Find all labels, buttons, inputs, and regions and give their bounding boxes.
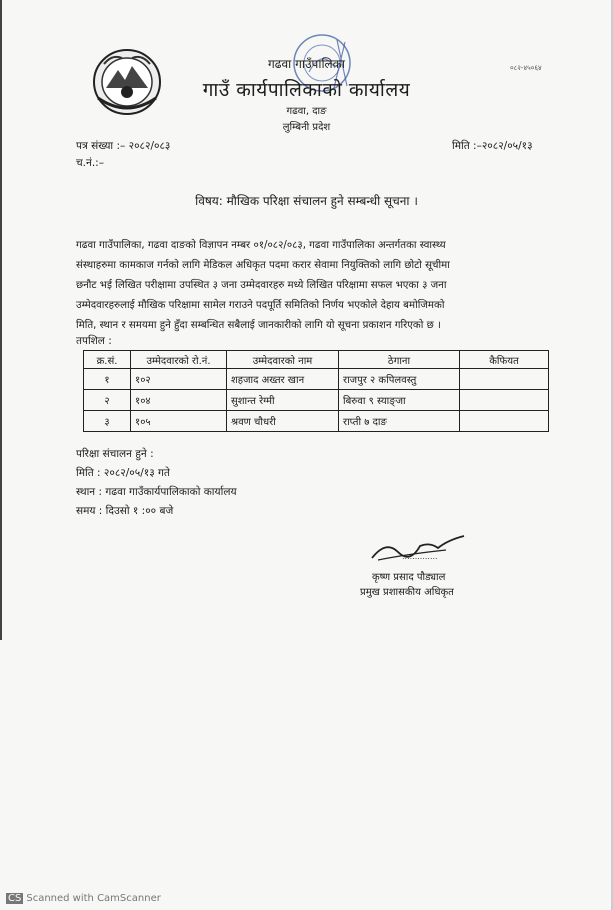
exam-date: मिति : २०८२/०५/१३ गते xyxy=(76,467,170,479)
camscanner-icon: CS xyxy=(8,893,22,904)
signatory-name: कृष्ण प्रसाद पौड्याल xyxy=(372,572,446,583)
serial-cell: २ xyxy=(84,390,131,411)
table-row xyxy=(84,369,549,390)
exam-heading: परिक्षा संचालन हुने : xyxy=(76,448,154,460)
signatory-title: प्रमुख प्रशासकीय अधिकृत xyxy=(360,587,454,598)
local-body-name: गढवा गाउँपालिका xyxy=(267,57,346,71)
body-line: उम्मेदवारहरुलाई मौखिक परिक्षामा सामेल गराउने पदपूर्ति समितिको निर्णय भएकोले देहाय बमोजिमको xyxy=(76,300,445,311)
handwritten-signature xyxy=(368,530,468,572)
serial-cell: ३ xyxy=(84,411,131,432)
body-line: मिति, स्थान र समयमा हुने हुँदा सम्बन्धित सबैलाई जानकारीको लागि यो सूचना प्रकाशन गरिएको छ । xyxy=(76,320,441,331)
address-cell: बिरुवा ९ स्याङ्जा xyxy=(339,390,460,411)
address-cell: राजपुर २ कपिलवस्तु xyxy=(339,369,460,390)
office-title: गाउँ कार्यपालिकाको कार्यालय xyxy=(202,79,411,101)
name-cell: शहजाद अख्तर खान xyxy=(227,369,339,390)
column-header-serial: क्र.सं. xyxy=(84,351,131,369)
body-line: गढवा गाउँपालिका, गढवा दाङको विज्ञापन नम्बर ०१/०८२/०८३, गढवा गाउँपालिका अन्तर्गतका स्वास्थ्य xyxy=(76,240,446,251)
exam-venue: स्थान : गढवा गाउँकार्यपालिकाको कार्यालय xyxy=(76,486,237,498)
name-cell: सुशान्त रेग्मी xyxy=(227,390,339,411)
remarks-cell xyxy=(460,411,549,432)
column-header-name: उम्मेदवारको नाम xyxy=(227,351,339,369)
remarks-cell xyxy=(460,369,549,390)
name-cell: श्रवण चौधरी xyxy=(227,411,339,432)
details-label: तपशिल : xyxy=(76,335,112,347)
roll-no-cell: १०४ xyxy=(131,390,227,411)
office-address: गढवा, दाङ xyxy=(286,106,327,117)
letter-date: मिति :–२०८२/०५/१३ xyxy=(452,140,533,152)
body-line: संस्थाहरुमा कामकाज गर्नको लागि मेडिकल अधिकृत पदमा करार सेवामा नियुक्तिको लागि छोटो सूचीमा xyxy=(76,260,450,271)
serial-cell: १ xyxy=(84,369,131,390)
table-row xyxy=(84,390,549,411)
province-name: लुम्बिनी प्रदेश xyxy=(282,122,331,133)
notice-subject: विषय: मौखिक परिक्षा संचालन हुने सम्बन्धी सूचना । xyxy=(195,194,418,208)
exam-time: समय : दिउसो १ :०० बजे xyxy=(76,505,174,517)
table-row xyxy=(84,411,549,432)
roll-no-cell: १०२ xyxy=(131,369,227,390)
roll-no-cell: १०५ xyxy=(131,411,227,432)
column-header-remarks: कैफियत xyxy=(460,351,549,369)
notice-body xyxy=(76,236,554,336)
address-cell: राप्ती ७ दाङ xyxy=(339,411,460,432)
camscanner-watermark xyxy=(6,893,161,904)
candidate-table xyxy=(83,350,549,432)
column-header-address: ठेगाना xyxy=(339,351,460,369)
remarks-cell xyxy=(460,390,549,411)
table-header-row xyxy=(84,351,549,369)
body-line: छनौट भई लिखित परीक्षामा उपस्थित ३ जना उम्मेदवारहरु मध्ये लिखित परिक्षामा सफल भएका ३ जना xyxy=(76,280,447,291)
column-header-roll-no: उम्मेदवारको रो.नं. xyxy=(131,351,227,369)
signature-dots: .............. xyxy=(402,552,438,561)
dispatch-number: च.नं.:– xyxy=(76,157,104,169)
camscanner-text: Scanned with CamScanner xyxy=(26,893,161,904)
reference-code: ०८२-४५०६४ xyxy=(510,64,542,72)
letter-number: पत्र संख्या :– २०८२/०८३ xyxy=(76,140,171,152)
